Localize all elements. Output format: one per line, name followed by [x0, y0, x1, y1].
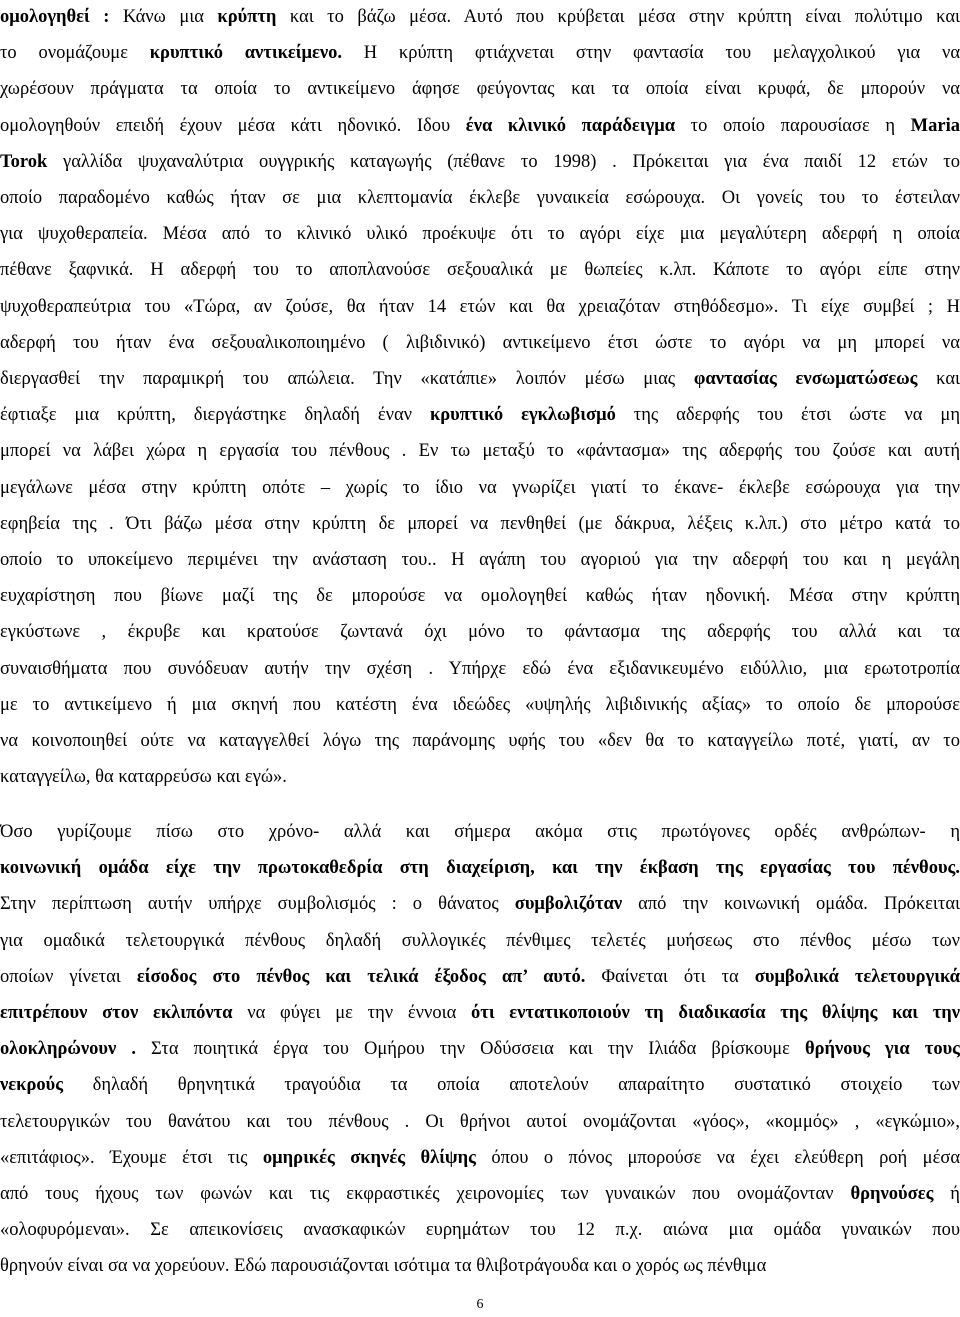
text-run: μπορεί να λάβει χώρα η εργασία του πένθους . Εν τω μεταξύ το «φάντασμα» της αδερφής του ζούσε και αυτή [0, 441, 960, 462]
bold-text: συμβολιζόταν [514, 894, 623, 915]
text-line [0, 434, 960, 468]
bold-text: ομολογηθεί : [0, 7, 123, 27]
text-run: εγκύστωνε , έκρυβε και κρατούσε ζωντανά όχι μόνο το φάντασμα της αδερφής του αλλά και τα [0, 622, 960, 643]
text-run: αδερφή του ήταν ένα σεξουαλικοποιημένο ( λιβιδινικό) αντικείμενο έτσι ώστε το αγόρι να μη μπορεί να [0, 332, 960, 353]
text-run: ευχαρίστηση που βίωνε μαζί της δε μπορούσε να ομολογηθεί καθώς ήταν ηδονική. Μέσα στην κρύπτη [0, 586, 960, 607]
text-line [0, 924, 960, 958]
text-line [0, 471, 960, 505]
text-run: ή [933, 1184, 960, 1204]
text-line [0, 109, 960, 143]
text-run: έφτιαξε μια κρύπτη, διεργάστηκε δηλαδή έναν [0, 405, 430, 426]
bold-text: θρηνούσες [850, 1184, 934, 1204]
bold-text: κοινωνική ομάδα είχε την πρωτοκαθεδρία στη διαχείριση, και την έκβαση της εργασίας του πένθους. [0, 858, 960, 879]
bold-text: Torok [0, 151, 48, 172]
text-run: να κοινοποιηθεί ούτε να καταγγελθεί λόγω της παράνομης υφής του «δεν θα το καταγγείλω ποτέ, γιατί, αν το [0, 731, 960, 751]
text-line [0, 72, 960, 106]
text-run: με το αντικείμενο ή μια σκηνή που κατέστη ένα ιδεώδες «υψηλής λιβιδινικής αξίας» το οποίο δε μπορούσε [0, 694, 960, 715]
text-line [0, 996, 960, 1030]
text-line [0, 398, 960, 432]
text-line [0, 615, 960, 649]
text-line [0, 1105, 960, 1139]
text-run: οποίο παραδομένο καθώς ήταν σε μια κλεπτομανία έκλεβε γυναικεία εσώρουχα. Οι γονείς του το έστειλαν [0, 188, 960, 208]
text-run: Στα ποιητικά έργα του Ομήρου την Οδύσσεια και την Ιλιάδα βρίσκουμε [151, 1039, 805, 1060]
text-line [0, 815, 960, 849]
text-line [0, 0, 960, 34]
bold-text: κρύπτη [217, 7, 277, 27]
text-line [0, 362, 960, 396]
text-run: εφηβεία της . Ότι βάζω μέσα στην κρύπτη δε μπορεί να πενθηθεί (με δάκρυα, λέξεις κ.λπ.) στο μέτρο κατά το [0, 513, 960, 534]
bold-text: ολοκληρώνουν . [0, 1039, 151, 1060]
text-line [0, 960, 960, 994]
text-run: Όσο γυρίζουμε πίσω στο χρόνο- αλλά και σήμερα ακόμα στις πρωτόγονες ορδές ανθρώπων- η [0, 822, 960, 842]
text-run: γαλλίδα ψυχαναλύτρια ουγγρικής καταγωγής (πέθανε το 1998) . Πρόκειται για ένα παιδί 12 ετών το [47, 151, 960, 172]
text-line [0, 181, 960, 215]
text-run: δηλαδή θρηνητικά τραγούδια τα οποία αποτελούν απαραίτητο συστατικό στοιχείο των [63, 1075, 960, 1096]
text-run: τελετουργικών του θανάτου και του πένθους . Οι θρήνοι αυτοί ονομάζονται «γόος», «κομμός» , «εγκώμιο», [0, 1111, 960, 1132]
text-line [0, 1032, 960, 1066]
text-run: Κάνω μια [122, 7, 218, 27]
bold-text: φαντασίας ενσωματώσεως [693, 369, 918, 389]
text-run: Η κρύπτη φτιάχνεται στην φαντασία του μελαγχολικού για να [342, 43, 960, 64]
bold-text: είσοδος στο πένθος και τελικά έξοδος απ’ αυτό. [136, 966, 586, 987]
text-line [0, 326, 960, 360]
bold-text: Maria [910, 115, 960, 136]
text-line [0, 253, 960, 287]
text-run: από την κοινωνική ομάδα. Πρόκειται [622, 894, 960, 915]
text-run: πέθανε ξαφνικά. Η αδερφή του το αποπλανούσε σεξουαλικά με θωπείες κ.λπ. Κάποτε το αγόρι είπε στην [0, 260, 960, 281]
text-run: θρηνούν είναι σα να χορεύουν. Εδώ παρουσιάζονται ισότιμα τα θλιβοτράγουδα και ο χορός ως πένθιμα [0, 1256, 767, 1277]
text-run: καταγγείλω, θα καταρρεύσω και εγώ». [0, 767, 287, 788]
text-line [0, 217, 960, 251]
bold-text: ότι εντατικοποιούν τη διαδικασία της θλίψης και την [471, 1003, 960, 1023]
text-run: μεγάλωνε μέσα στην κρύπτη οπότε – χωρίς το ίδιο να γνωρίζει γιατί το έκανε- έκλεβε εσώρουχα για την [0, 477, 960, 498]
bold-text: κρυπτικό εγκλωβισμό [430, 405, 616, 426]
text-line [0, 760, 960, 794]
text-run: «ολοφυρόμεναι». Σε απεικονίσεις ανασκαφικών ευρημάτων του 12 π.χ. αιώνα μια ομάδα γυναικών που [0, 1220, 960, 1241]
text-line [0, 543, 960, 577]
text-line [0, 887, 960, 921]
text-line [0, 1068, 960, 1102]
text-line [0, 1249, 960, 1283]
text-run: όπου ο πόνος μπορούσε να έχει ελεύθερη ροή μέσα [475, 1147, 960, 1168]
text-line [0, 579, 960, 613]
bold-text: νεκρούς [0, 1075, 63, 1096]
page-number: 6 [476, 1297, 484, 1312]
text-run: ομολογηθούν επειδή έχουν μέσα κάτι ηδονικό. Ιδου [0, 115, 466, 136]
text-run: «επιτάφιος». Έχουμε έτσι τις [0, 1147, 263, 1168]
text-line [0, 688, 960, 722]
text-line [0, 507, 960, 541]
text-line [0, 145, 960, 179]
text-line [0, 851, 960, 885]
text-run: χωρέσουν πράγματα τα οποία το αντικείμενο άφησε φεύγοντας και τα οποία είναι κρυφά, δε μπορούν να [0, 79, 960, 100]
text-run: και το βάζω μέσα. Αυτό που κρύβεται μέσα στην κρύπτη είναι πολύτιμο και [276, 7, 960, 27]
text-run: για ομαδικά τελετουργικά πένθους δηλαδή συλλογικές πένθιμες τελετές μυήσεως στο πένθος μέσω των [0, 930, 960, 951]
text-run: από τους ήχους των φωνών και τις εκφραστικές χειρονομίες των γυναικών που ονομάζονταν [0, 1184, 851, 1204]
bold-text: επιτρέπουν στον εκλιπόντα [0, 1003, 233, 1023]
text-line [0, 290, 960, 324]
bold-text: θρήνους για τους [804, 1039, 960, 1060]
text-run: ψυχοθεραπεύτρια του «Τώρα, αν ζούσε, θα ήταν 14 ετών και θα χρειαζόταν στηθόδεσμο». Τι είχε συμβεί ; Η [0, 296, 960, 317]
text-line [0, 1213, 960, 1247]
text-line [0, 724, 960, 758]
text-line [0, 36, 960, 70]
text-run: οποίο το υποκείμενο περιμένει την ανάσταση του.. Η αγάπη του αγοριού για την αδερφή του και η μεγάλη [0, 550, 960, 570]
text-line [0, 652, 960, 686]
text-run: για ψυχοθεραπεία. Μέσα από το κλινικό υλικό προέκυψε ότι το αγόρι είχε μια μεγαλύτερη αδερφή η οποία [0, 224, 960, 245]
text-line [0, 1177, 960, 1211]
text-run: διεργασθεί την παραμικρή του απώλεια. Την «κατάπιε» λοιπόν μέσω μιας [0, 369, 694, 389]
text-run: το ονομάζουμε [0, 43, 150, 64]
bold-text: ομηρικές σκηνές θλίψης [262, 1147, 476, 1168]
text-run: Στην περίπτωση αυτήν υπήρχε συμβολισμός : ο θάνατος [0, 894, 515, 915]
text-run: Φαίνεται ότι τα [585, 966, 755, 987]
text-line [0, 1141, 960, 1175]
text-run: το οποίο παρουσίασε η [675, 115, 911, 136]
text-run: της αδερφής του έτσι ώστε να μη [615, 405, 960, 426]
text-run: συναισθήματα που συνόδευαν αυτήν την σχέση . Υπήρχε εδώ ένα εξιδανικευμένο ειδύλλιο, μια ερωτοτροπία [0, 658, 960, 679]
bold-text: κρυπτικό αντικείμενο. [149, 43, 343, 64]
bold-text: ένα κλινικό παράδειγμα [465, 115, 676, 136]
text-run: και [917, 369, 960, 389]
text-run: να φύγει με την έννοια [232, 1003, 472, 1023]
text-run: οποίων γίνεται [0, 966, 137, 987]
bold-text: συμβολικά τελετουργικά [754, 966, 960, 987]
